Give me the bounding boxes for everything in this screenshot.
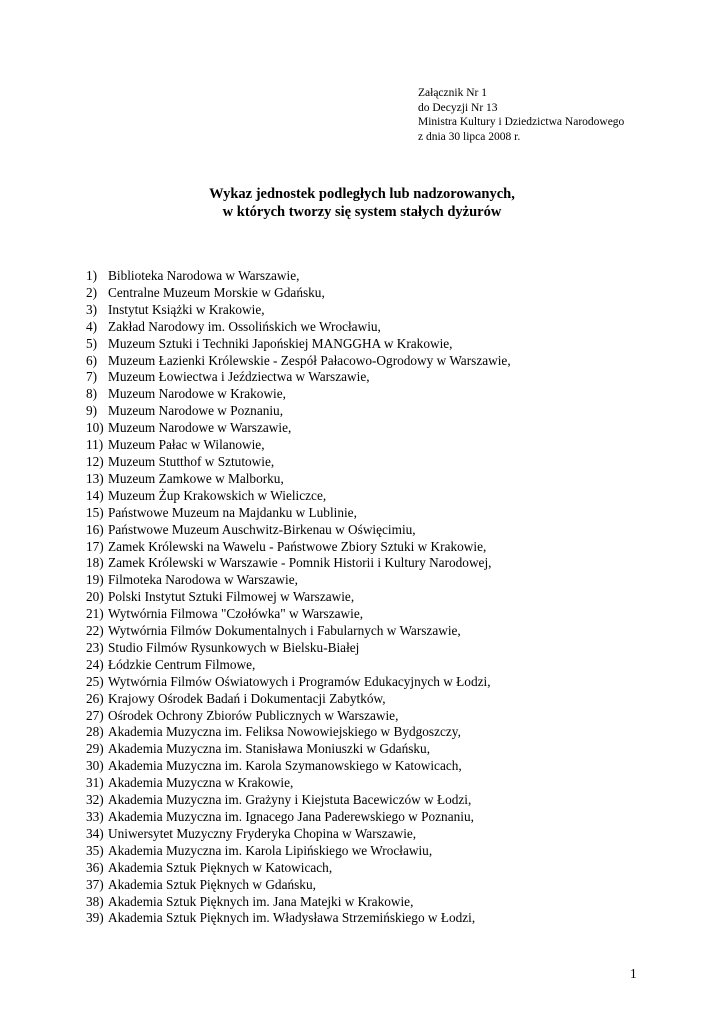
list-item-number: 5) — [86, 335, 98, 351]
attachment-header — [418, 86, 624, 144]
list-item — [86, 572, 511, 589]
list-item — [86, 268, 511, 285]
list-item-number: 31) — [86, 775, 104, 791]
page-number: 1 — [630, 966, 637, 981]
list-item — [86, 877, 511, 894]
list-item-text: Wytwórnia Filmów Dokumentalnych i Fabularnych w Warszawie, — [108, 623, 461, 639]
list-item-number: 39) — [86, 910, 104, 926]
list-item-number: 12) — [86, 453, 104, 469]
list-item-text: Zamek Królewski na Wawelu - Państwowe Zbiory Sztuki w Krakowie, — [108, 538, 487, 554]
attachment-line: Ministra Kultury i Dziedzictwa Narodowego — [418, 116, 625, 128]
list-item-text: Zamek Królewski w Warszawie - Pomnik Historii i Kultury Narodowej, — [108, 555, 492, 571]
list-item-text: Akademia Muzyczna im. Grażyny i Kiejstuta Bacewiczów w Łodzi, — [108, 792, 472, 808]
list-item-number: 18) — [86, 555, 104, 571]
list-item-number: 2) — [86, 284, 98, 300]
list-item-text: Akademia Muzyczna w Krakowie, — [108, 775, 294, 791]
list-item-number: 20) — [86, 589, 104, 605]
list-item-text: Akademia Muzyczna im. Feliksa Nowowiejskiego w Bydgoszczy, — [108, 724, 461, 740]
list-item — [86, 792, 511, 809]
list-item — [86, 894, 511, 911]
list-item — [86, 505, 511, 522]
list-item-text: Wytwórnia Filmów Oświatowych i Programów Edukacyjnych w Łodzi, — [108, 673, 491, 689]
list-item-text: Muzeum Zamkowe w Malborku, — [108, 470, 284, 486]
list-item — [86, 640, 511, 657]
list-item-number: 24) — [86, 656, 104, 672]
list-item-number: 22) — [86, 623, 104, 639]
list-item-text: Akademia Muzyczna im. Karola Szymanowskiego w Katowicach, — [108, 758, 462, 774]
list-item-number: 4) — [86, 318, 98, 334]
list-item-text: Akademia Muzyczna im. Stanisława Moniuszki w Gdańsku, — [108, 741, 431, 757]
list-item-text: Uniwersytet Muzyczny Fryderyka Chopina w Warszawie, — [108, 825, 417, 841]
list-item-text: Państwowe Muzeum Auschwitz-Birkenau w Oświęcimiu, — [108, 521, 416, 537]
list-item — [86, 302, 511, 319]
list-item — [86, 691, 511, 708]
list-item-number: 15) — [86, 504, 104, 520]
list-item-text: Muzeum Sztuki i Techniki Japońskiej MANGGHA w Krakowie, — [108, 335, 453, 351]
title-line-2: w których tworzy się system stałych dyżurów — [222, 204, 502, 220]
list-item-number: 27) — [86, 707, 104, 723]
list-item — [86, 775, 511, 792]
list-item-text: Muzeum Pałac w Wilanowie, — [108, 437, 265, 453]
list-item-text: Akademia Sztuk Pięknych w Katowicach, — [108, 859, 333, 875]
document-title — [0, 185, 724, 221]
list-item-number: 13) — [86, 470, 104, 486]
list-item-number: 34) — [86, 825, 104, 841]
list-item-text: Krajowy Ośrodek Badań i Dokumentacji Zabytków, — [108, 690, 386, 706]
list-item-text: Muzeum Żup Krakowskich w Wieliczce, — [108, 487, 327, 503]
list-item — [86, 843, 511, 860]
list-item-number: 21) — [86, 606, 104, 622]
list-item — [86, 860, 511, 877]
list-item-text: Zakład Narodowy im. Ossolińskich we Wrocławiu, — [108, 318, 381, 334]
list-item-text: Wytwórnia Filmowa "Czołówka" w Warszawie, — [108, 606, 364, 622]
list-item-number: 37) — [86, 876, 104, 892]
list-item — [86, 488, 511, 505]
attachment-line: do Decyzji Nr 13 — [418, 101, 498, 114]
list-item-number: 17) — [86, 538, 104, 554]
list-item-text: Studio Filmów Rysunkowych w Bielsku-Białej — [108, 639, 360, 655]
list-item-number: 1) — [86, 268, 98, 283]
list-item — [86, 420, 511, 437]
list-item-number: 10) — [86, 420, 104, 436]
units-list — [86, 268, 511, 927]
list-item-text: Polski Instytut Sztuki Filmowej w Warszawie, — [108, 589, 355, 605]
list-item — [86, 539, 511, 556]
list-item-number: 25) — [86, 673, 104, 689]
list-item-number: 7) — [86, 369, 98, 385]
list-item-number: 35) — [86, 842, 104, 858]
list-item-number: 38) — [86, 893, 104, 909]
list-item-number: 8) — [86, 386, 98, 402]
list-item — [86, 336, 511, 353]
list-item-text: Muzeum Łowiectwa i Jeździectwa w Warszawie, — [108, 369, 370, 385]
list-item-text: Akademia Muzyczna im. Ignacego Jana Paderewskiego w Poznaniu, — [108, 809, 474, 824]
list-item — [86, 522, 511, 539]
list-item — [86, 826, 511, 843]
list-item-number: 3) — [86, 301, 98, 317]
list-item-text: Ośrodek Ochrony Zbiorów Publicznych w Warszawie, — [108, 707, 399, 723]
list-item-text: Centralne Muzeum Morskie w Gdańsku, — [108, 284, 325, 300]
list-item — [86, 589, 511, 606]
list-item — [86, 657, 511, 674]
list-item-text: Łódzkie Centrum Filmowe, — [108, 656, 256, 672]
list-item-number: 14) — [86, 487, 104, 503]
list-item-number: 28) — [86, 724, 104, 740]
list-item-text: Muzeum Narodowe w Krakowie, — [108, 386, 286, 402]
list-item-number: 33) — [86, 809, 104, 824]
list-item-text: Muzeum Stutthof w Sztutowie, — [108, 453, 275, 469]
attachment-line: z dnia 30 lipca 2008 r. — [418, 130, 521, 143]
list-item — [86, 623, 511, 640]
list-item-number: 6) — [86, 352, 98, 368]
list-item — [86, 403, 511, 420]
list-item — [86, 724, 511, 741]
list-item — [86, 437, 511, 454]
list-item — [86, 606, 511, 623]
list-item — [86, 809, 511, 826]
list-item-number: 9) — [86, 403, 98, 419]
list-item-number: 36) — [86, 859, 104, 875]
list-item-text: Muzeum Narodowe w Warszawie, — [108, 420, 292, 436]
list-item — [86, 353, 511, 370]
list-item-number: 32) — [86, 792, 104, 808]
list-item-text: Akademia Sztuk Pięknych w Gdańsku, — [108, 876, 316, 892]
list-item — [86, 741, 511, 758]
list-item — [86, 454, 511, 471]
list-item-number: 26) — [86, 690, 104, 706]
list-item — [86, 471, 511, 488]
title-line-1: Wykaz jednostek podległych lub nadzorowanych, — [209, 186, 515, 202]
list-item-number: 19) — [86, 572, 104, 588]
list-item — [86, 708, 511, 725]
list-item-text: Muzeum Łazienki Królewskie - Zespół Pałacowo-Ogrodowy w Warszawie, — [108, 352, 511, 368]
list-item — [86, 555, 511, 572]
list-item-text: Biblioteka Narodowa w Warszawie, — [108, 268, 300, 283]
list-item-text: Akademia Sztuk Pięknych im. Władysława Strzemińskiego w Łodzi, — [108, 910, 476, 926]
list-item-text: Instytut Książki w Krakowie, — [108, 301, 265, 317]
list-item — [86, 386, 511, 403]
list-item — [86, 758, 511, 775]
list-item-number: 29) — [86, 741, 104, 757]
attachment-line: Załącznik Nr 1 — [418, 87, 487, 99]
list-item — [86, 369, 511, 386]
list-item — [86, 319, 511, 336]
list-item — [86, 910, 511, 927]
list-item-text: Akademia Sztuk Pięknych im. Jana Matejki w Krakowie, — [108, 893, 414, 909]
list-item-text: Akademia Muzyczna im. Karola Lipińskiego we Wrocławiu, — [108, 842, 433, 858]
list-item-number: 30) — [86, 758, 104, 774]
list-item-number: 16) — [86, 521, 104, 537]
list-item-text: Muzeum Narodowe w Poznaniu, — [108, 403, 284, 419]
list-item-number: 11) — [86, 437, 104, 453]
list-item-number: 23) — [86, 639, 104, 655]
list-item-text: Państwowe Muzeum na Majdanku w Lublinie, — [108, 504, 357, 520]
list-item-text: Filmoteka Narodowa w Warszawie, — [108, 572, 298, 588]
list-item — [86, 285, 511, 302]
list-item — [86, 674, 511, 691]
